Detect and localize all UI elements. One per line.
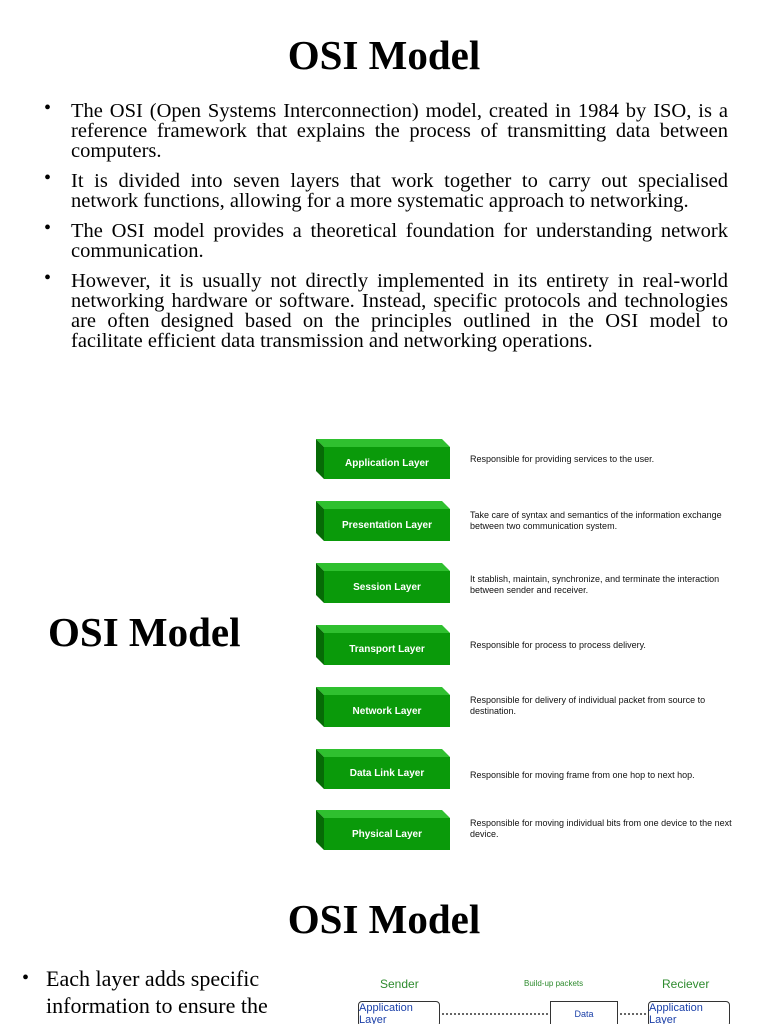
bullet-text: However, it is usually not directly implemented in its entirety in real-world networking hardware or software. Instead, specific protocols and technologies are often designed based on the principles outlined in the OSI model to facilitate efficient data transmission and networking operations.: [71, 270, 728, 352]
bullet-dot-icon: •: [22, 967, 30, 989]
osi-layer-description: Responsible for delivery of individual packet from source to destination.: [470, 695, 706, 716]
connector-line: [442, 1013, 548, 1015]
sender-application-layer-box: Application Layer: [358, 1001, 440, 1024]
list-item: [44, 267, 728, 352]
list-item: [44, 97, 728, 162]
osi-layer-box: [316, 687, 450, 727]
osi-layer-box: [316, 625, 450, 665]
osi-layer-name: Physical Layer: [351, 828, 423, 840]
bullet-dot-icon: •: [44, 167, 52, 189]
bullet-dot-icon: •: [44, 97, 52, 119]
osi-layer-name: Session Layer: [353, 581, 421, 593]
bullet-list: [22, 965, 312, 1019]
osi-layer-box: [316, 501, 450, 541]
osi-layer-box: [316, 439, 450, 479]
bullet-text: It is divided into seven layers that work together to carry out specialised network functions, allowing for a more systematic approach to networking.: [71, 170, 728, 212]
sender-label: Sender: [380, 977, 419, 991]
osi-layer-description: It stablish, maintain, synchronize, and terminate the interaction between sender and receiver.: [470, 574, 720, 595]
osi-layer-description: Responsible for providing services to the user.: [470, 454, 655, 464]
list-item: [44, 167, 728, 212]
slide-title: OSI Model: [287, 32, 481, 78]
bullet-text: The OSI model provides a theoretical foundation for understanding network communication.: [71, 220, 728, 262]
bullet-text: Each layer adds specific information to ensure the: [46, 966, 268, 1018]
osi-layer-name: Data Link Layer: [349, 767, 425, 779]
osi-layer-description: Responsible for process to process delivery.: [470, 640, 646, 650]
slide-title: OSI Model: [48, 609, 241, 655]
osi-layer-description: Responsible for moving frame from one hop to next hop.: [470, 770, 695, 780]
slide-title: OSI Model: [287, 896, 481, 942]
osi-layer-box: [316, 810, 450, 850]
data-box: Data: [550, 1001, 618, 1024]
receiver-label: Reciever: [662, 977, 710, 991]
osi-layer-name: Application Layer: [345, 457, 429, 469]
osi-layer-name: Network Layer: [352, 705, 422, 717]
connector-line: [620, 1013, 646, 1015]
receiver-application-layer-box: Application Layer: [648, 1001, 730, 1024]
bullet-list: [44, 97, 728, 361]
list-item: [44, 217, 728, 262]
osi-layer-name: Presentation Layer: [341, 519, 433, 531]
packets-label: Build-up packets: [524, 979, 584, 988]
bullet-dot-icon: •: [44, 217, 52, 239]
bullet-dot-icon: •: [44, 267, 52, 289]
bullet-text: The OSI (Open Systems Interconnection) model, created in 1984 by ISO, is a reference framework that explains the process of transmitting data between computers.: [71, 100, 728, 162]
osi-layer-box: [316, 749, 450, 789]
osi-layer-box: [316, 563, 450, 603]
list-item: [22, 965, 312, 1019]
osi-layer-description: Responsible for moving individual bits from one device to the next device.: [470, 818, 732, 839]
osi-layer-name: Transport Layer: [349, 643, 425, 655]
osi-layer-description: Take care of syntax and semantics of the information exchange between two communication system.: [470, 510, 722, 531]
